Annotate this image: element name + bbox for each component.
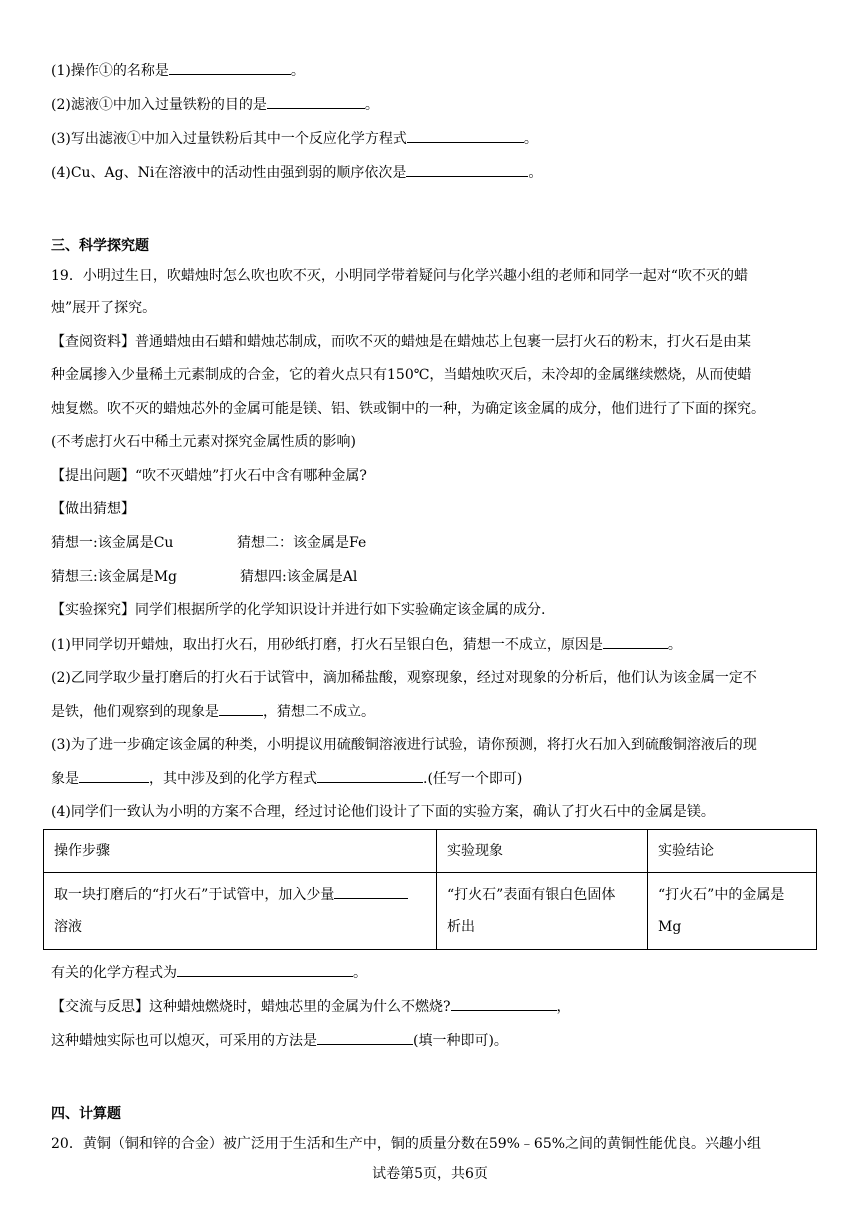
table-header-row [44,830,817,873]
section-title: 四、计算题 [51,1106,121,1122]
q19-paragraph-line: 【做出猜想】 [51,501,135,517]
q18-part2: (2)滤液①中加入过量铁粉的目的是 。 [51,94,379,115]
answer-blank[interactable] [79,768,149,783]
q19-part3-line: 象是 ，其中涉及到的化学方程式 .(任写一个即可) [51,768,522,789]
q18-part4: (4)Cu、Ag、Ni在溶液中的活动性由强到弱的顺序依次是 。 [51,162,542,183]
answer-blank[interactable] [407,128,524,143]
table-header-cell: 实验现象 [437,830,648,873]
answer-blank[interactable] [317,768,423,783]
q19-paragraph-line: 烛复燃。吹不灭的蜡烛芯外的金属可能是镁、铝、铁或铜中的一种，为确定该金属的成分，他们进行了下面的探究。 [51,401,765,417]
answer-blank[interactable] [267,94,365,109]
guess-4: 猜想四:该金属是Al [240,569,358,585]
q19-stem-line: 烛”展开了探究。 [51,300,157,316]
q19-part3-line: (3)为了进一步确定该金属的种类，小明提议用硫酸铜溶液进行试验，请你预测，将打火石加入到硫酸铜溶液后的现 [51,737,757,753]
table-row [44,873,817,950]
q18-part1: (1)操作①的名称是 。 [51,60,305,81]
q19-part1: (1)甲同学切开蜡烛，取出打火石，用砂纸打磨，打火石呈银白色，猜想一不成立，原因是 。 [51,634,682,655]
table-cell-phenomenon: “打火石”表面有银白色固体 析出 [437,873,648,950]
table-header-cell: 实验结论 [648,830,817,873]
page-footer: 试卷第5页，共6页 [372,1166,488,1182]
q19-part4: (4)同学们一致认为小明的方案不合理，经过讨论他们设计了下面的实验方案，确认了打火石中的金属是镁。 [51,804,715,820]
answer-blank[interactable] [451,996,557,1011]
q19-paragraph-line: 种金属掺入少量稀土元素制成的合金，它的着火点只有150℃，当蜡烛吹灭后，未冷却的金属继续燃烧，从而使蜡 [51,367,752,383]
table-header-cell: 操作步骤 [44,830,437,873]
guess-1: 猜想一:该金属是Cu [51,535,174,551]
q20-stem-line: 20．黄铜（铜和锌的合金）被广泛用于生活和生产中，铜的质量分数在59%﹣65%之间的黄铜性能优良。兴趣小组 [51,1136,762,1152]
answer-blank[interactable] [317,1030,413,1045]
table-cell-conclusion: “打火石”中的金属是 Mg [648,873,817,950]
answer-blank[interactable] [406,162,528,177]
q19-paragraph-line: 【查阅资料】普通蜡烛由石蜡和蜡烛芯制成，而吹不灭的蜡烛是在蜡烛芯上包裹一层打火石的粉末，打火石是由某 [51,334,751,350]
method-line: 这种蜡烛实际也可以熄灭，可采用的方法是 (填一种即可)。 [51,1030,508,1051]
answer-blank[interactable] [219,701,263,716]
q19-part2-line: (2)乙同学取少量打磨后的打火石于试管中，滴加稀盐酸，观察现象，经过对现象的分析后，他们认为该金属一定不 [51,670,757,686]
q19-paragraph-line: (不考虑打火石中稀土元素对探究金属性质的影响) [51,434,356,450]
answer-blank[interactable] [177,962,353,977]
q19-paragraph-line: 【实验探究】同学们根据所学的化学知识设计并进行如下实验确定该金属的成分. [51,602,546,618]
table-cell-step: 取一块打磨后的“打火石”于试管中，加入少量 溶液 [44,873,437,950]
q19-paragraph-line: 【提出问题】“吹不灭蜡烛”打火石中含有哪种金属? [51,468,367,484]
guess-2: 猜想二：该金属是Fe [237,535,367,551]
guess-3: 猜想三:该金属是Mg [51,569,178,585]
experiment-table [43,829,817,950]
answer-blank[interactable] [169,60,291,75]
reflection-line: 【交流与反思】这种蜡烛燃烧时，蜡烛芯里的金属为什么不燃烧? ， [51,996,571,1017]
q19-part2-line: 是铁，他们观察到的现象是 ，猜想二不成立。 [51,701,375,722]
q19-stem-line: 19．小明过生日，吹蜡烛时怎么吹也吹不灭，小明同学带着疑问与化学兴趣小组的老师和同学一起对“吹不灭的蜡 [51,268,748,284]
equation-line: 有关的化学方程式为 。 [51,962,367,983]
answer-blank[interactable] [603,634,668,649]
answer-blank[interactable] [334,884,408,899]
section-title: 三、科学探究题 [51,238,149,254]
q18-part3: (3)写出滤液①中加入过量铁粉后其中一个反应化学方程式 。 [51,128,538,149]
